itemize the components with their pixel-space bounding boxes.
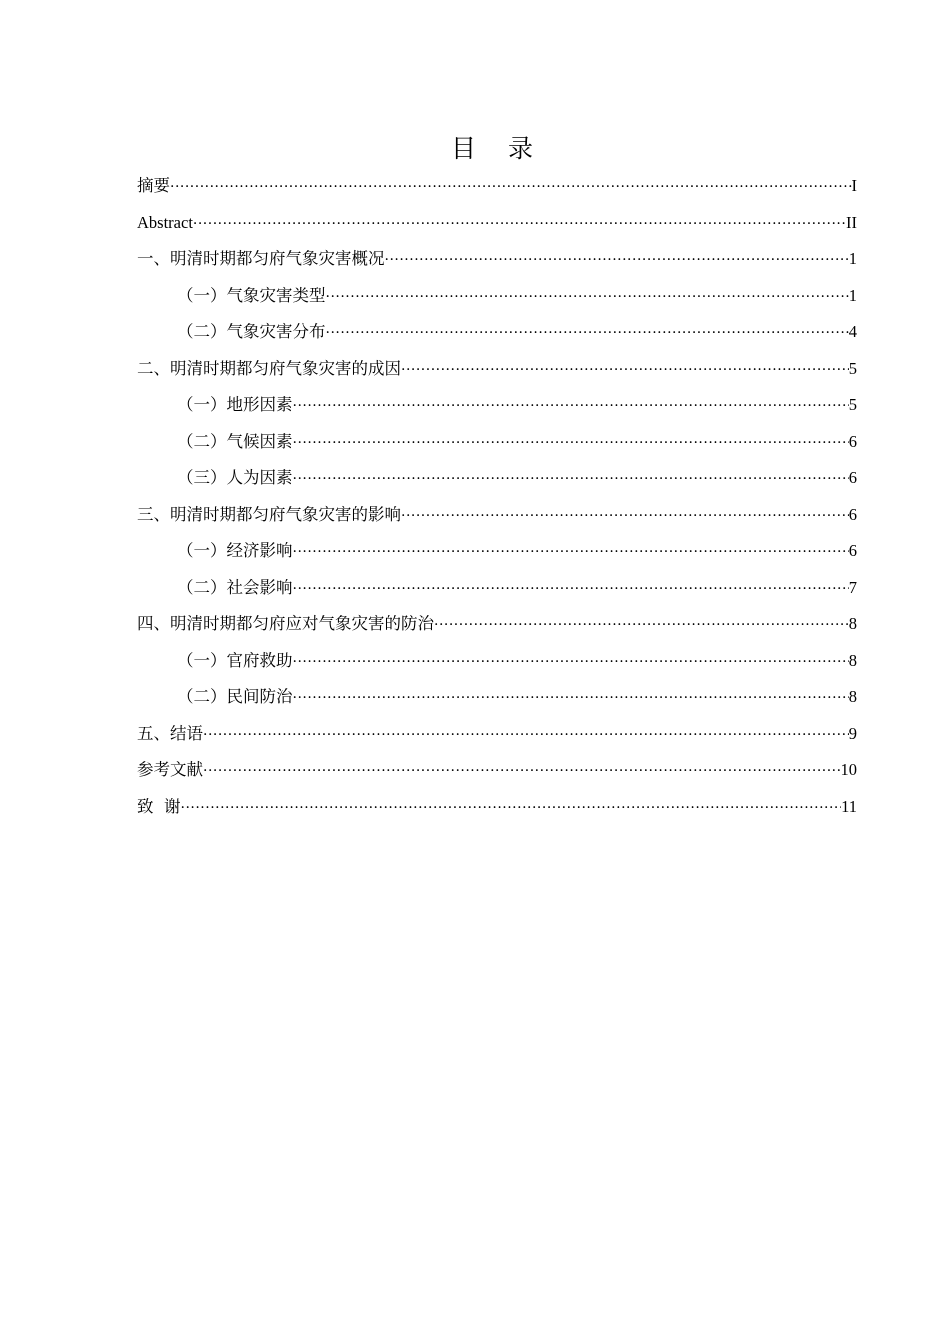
toc-entry-abstract-cn[interactable] (137, 168, 857, 205)
toc-entry-label: 致 谢 (137, 796, 181, 816)
toc-entry-page: 7 (848, 577, 857, 597)
dot-leader (293, 571, 849, 608)
dot-leader (434, 607, 849, 644)
toc-entry-references[interactable] (137, 752, 857, 789)
toc-entry-page: 6 (848, 431, 857, 451)
toc-entry-label: （二）气候因素 (177, 431, 293, 451)
dot-leader (203, 717, 849, 754)
toc-list (137, 168, 857, 825)
toc-entry-label: 四、明清时期都匀府应对气象灾害的防治 (137, 614, 434, 633)
toc-entry-abstract-en[interactable] (137, 205, 857, 242)
dot-leader (401, 352, 849, 389)
toc-entry-page: 6 (848, 541, 857, 560)
dot-leader (385, 242, 849, 279)
toc-entry-page: 8 (848, 650, 857, 670)
toc-entry-label: （三）人为因素 (177, 468, 293, 487)
dot-leader (181, 790, 842, 827)
toc-entry-label: （一）地形因素 (177, 395, 293, 414)
toc-entry-page: 4 (848, 322, 857, 341)
toc-entry-label: （一）气象灾害类型 (177, 285, 326, 305)
dot-leader (293, 388, 849, 425)
dot-leader (293, 680, 849, 717)
toc-entry-section-3-2[interactable] (137, 570, 857, 607)
toc-entry-section-2-1[interactable] (137, 387, 857, 424)
dot-leader (326, 315, 849, 352)
toc-entry-section-4-2[interactable] (137, 679, 857, 716)
toc-entry-section-1-2[interactable] (137, 314, 857, 351)
toc-entry-page: 8 (848, 687, 857, 706)
toc-entry-page: 8 (848, 614, 857, 633)
toc-entry-label: （二）气象灾害分布 (177, 322, 326, 341)
toc-entry-page: 5 (848, 395, 857, 414)
toc-entry-label: （二）社会影响 (177, 577, 293, 597)
dot-leader (293, 425, 849, 462)
toc-entry-page: II (846, 212, 857, 232)
toc-entry-page: 11 (841, 796, 857, 816)
dot-leader (326, 279, 849, 316)
toc-entry-label: （二）民间防治 (177, 687, 293, 706)
toc-entry-label: 三、明清时期都匀府气象灾害的影响 (137, 504, 401, 524)
toc-entry-label: （一）经济影响 (177, 541, 293, 560)
toc-title: 目 录 (451, 134, 545, 163)
toc-entry-chapter-1[interactable] (137, 241, 857, 278)
toc-entry-section-2-3[interactable] (137, 460, 857, 497)
toc-entry-label: （一）官府救助 (177, 650, 293, 670)
dot-leader (293, 534, 849, 571)
toc-entry-label: 摘要 (137, 176, 170, 195)
dot-leader (293, 461, 849, 498)
toc-entry-label: Abstract (137, 212, 193, 232)
dot-leader (401, 498, 849, 535)
toc-entry-page: 6 (848, 468, 857, 487)
toc-entry-acknowledgements[interactable] (137, 789, 857, 826)
toc-entry-label: 参考文献 (137, 760, 203, 779)
dot-leader (293, 644, 849, 681)
toc-entry-label: 一、明清时期都匀府气象灾害概况 (137, 249, 385, 268)
toc-entry-label: 二、明清时期都匀府气象灾害的成因 (137, 358, 401, 378)
toc-entry-chapter-4[interactable] (137, 606, 857, 643)
toc-entry-label: 五、结语 (137, 723, 203, 743)
toc-entry-page: I (851, 176, 857, 195)
toc-entry-page: 10 (840, 760, 857, 779)
dot-leader (170, 169, 852, 206)
dot-leader (203, 753, 841, 790)
dot-leader (193, 206, 846, 243)
toc-entry-section-2-2[interactable] (137, 424, 857, 461)
toc-entry-chapter-2[interactable] (137, 351, 857, 388)
toc-entry-page: 9 (848, 723, 857, 743)
toc-entry-chapter-3[interactable] (137, 497, 857, 534)
toc-entry-page: 5 (848, 358, 857, 378)
toc-entry-page: 6 (848, 504, 857, 524)
toc-entry-page: 1 (848, 249, 857, 268)
toc-entry-section-1-1[interactable] (137, 278, 857, 315)
toc-entry-chapter-5[interactable] (137, 716, 857, 753)
toc-entry-page: 1 (848, 285, 857, 305)
toc-entry-section-4-1[interactable] (137, 643, 857, 680)
toc-entry-section-3-1[interactable] (137, 533, 857, 570)
